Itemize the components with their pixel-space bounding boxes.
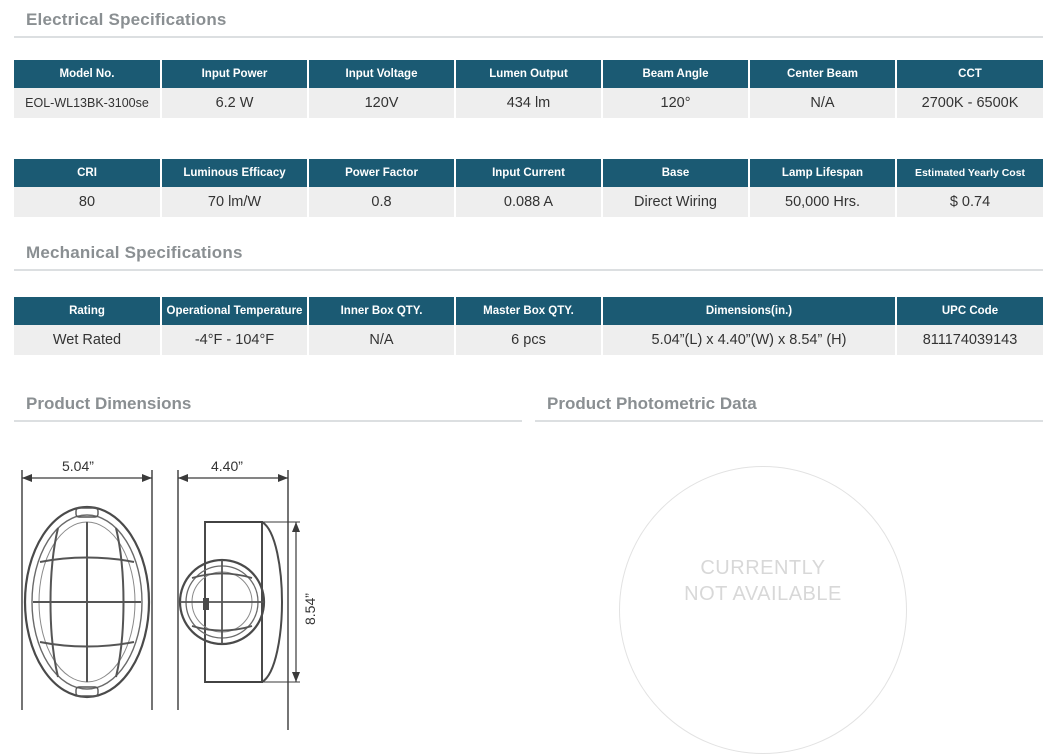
width-dimension-label: 5.04” xyxy=(62,458,94,474)
table-cell: 120V xyxy=(308,88,455,118)
column-header: Estimated Yearly Cost xyxy=(896,159,1043,187)
section-title: Product Photometric Data xyxy=(547,394,757,413)
table-row xyxy=(14,325,1043,355)
table-header-row xyxy=(14,297,1043,325)
divider xyxy=(14,269,1043,271)
column-header: Beam Angle xyxy=(602,60,749,88)
depth-dimension-label: 4.40” xyxy=(211,458,243,474)
table-cell: EOL-WL13BK-3100se xyxy=(14,88,161,118)
section-title: Electrical Specifications xyxy=(26,10,227,29)
table-cell: 5.04”(L) x 4.40”(W) x 8.54” (H) xyxy=(602,325,896,355)
mechanical-table xyxy=(14,297,1043,355)
column-header: CCT xyxy=(896,60,1043,88)
column-header: Input Power xyxy=(161,60,308,88)
photometric-data-panel xyxy=(530,430,1050,750)
table-cell: $ 0.74 xyxy=(896,187,1043,217)
electrical-table-primary xyxy=(14,60,1043,118)
divider xyxy=(14,420,522,422)
placeholder-line-2: NOT AVAILABLE xyxy=(684,583,842,605)
table-header-row xyxy=(14,159,1043,187)
table-cell: 50,000 Hrs. xyxy=(749,187,896,217)
column-header: Master Box QTY. xyxy=(455,297,602,325)
table-cell: 120° xyxy=(602,88,749,118)
table-cell: 0.088 A xyxy=(455,187,602,217)
column-header: Lamp Lifespan xyxy=(749,159,896,187)
product-dimensions-heading xyxy=(14,394,522,422)
product-dimension-drawing xyxy=(0,430,520,750)
product-photometric-heading xyxy=(535,394,1043,422)
column-header: Rating xyxy=(14,297,161,325)
table-cell: 6 pcs xyxy=(455,325,602,355)
photometric-placeholder-text xyxy=(619,555,907,607)
divider xyxy=(14,36,1043,38)
table-header-row xyxy=(14,60,1043,88)
column-header: Base xyxy=(602,159,749,187)
electrical-specifications-heading xyxy=(14,10,1043,38)
section-title: Product Dimensions xyxy=(26,394,192,413)
column-header: Input Voltage xyxy=(308,60,455,88)
column-header: Center Beam xyxy=(749,60,896,88)
table-cell: -4°F - 104°F xyxy=(161,325,308,355)
table-cell: 434 lm xyxy=(455,88,602,118)
table-cell: Direct Wiring xyxy=(602,187,749,217)
table-row xyxy=(14,88,1043,118)
divider xyxy=(535,420,1043,422)
column-header: Input Current xyxy=(455,159,602,187)
table-cell: 811174039143 xyxy=(896,325,1043,355)
mechanical-specifications-heading xyxy=(14,243,1043,271)
column-header: Lumen Output xyxy=(455,60,602,88)
height-dimension-label: 8.54” xyxy=(302,593,318,625)
column-header: Luminous Efficacy xyxy=(161,159,308,187)
electrical-table-secondary xyxy=(14,159,1043,217)
column-header: UPC Code xyxy=(896,297,1043,325)
table-cell: 80 xyxy=(14,187,161,217)
column-header: CRI xyxy=(14,159,161,187)
table-cell: N/A xyxy=(308,325,455,355)
column-header: Power Factor xyxy=(308,159,455,187)
section-title: Mechanical Specifications xyxy=(26,243,243,262)
table-cell: 70 lm/W xyxy=(161,187,308,217)
dimension-svg xyxy=(0,430,520,750)
column-header: Dimensions(in.) xyxy=(602,297,896,325)
column-header: Inner Box QTY. xyxy=(308,297,455,325)
photometric-circle xyxy=(619,466,907,754)
table-cell: 0.8 xyxy=(308,187,455,217)
table-cell: N/A xyxy=(749,88,896,118)
column-header: Model No. xyxy=(14,60,161,88)
column-header: Operational Temperature xyxy=(161,297,308,325)
table-cell: Wet Rated xyxy=(14,325,161,355)
table-cell: 6.2 W xyxy=(161,88,308,118)
table-row xyxy=(14,187,1043,217)
placeholder-line-1: CURRENTLY xyxy=(700,557,826,579)
table-cell: 2700K - 6500K xyxy=(896,88,1043,118)
